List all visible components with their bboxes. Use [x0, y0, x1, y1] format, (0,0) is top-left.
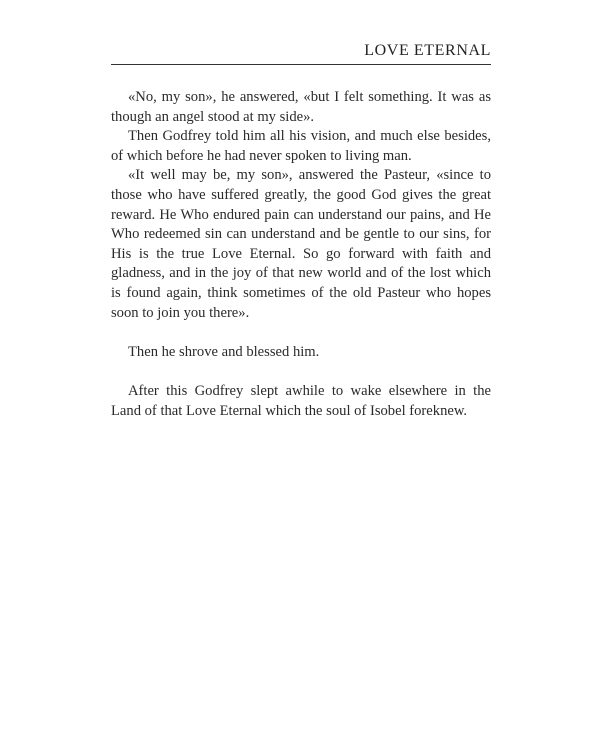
paragraph: «No, my son», he answered, «but I felt something. It was as though an angel stood at my side». [111, 89, 491, 125]
page-text [111, 88, 491, 421]
paragraph: Then he shrove and blessed him. [128, 343, 320, 360]
running-title: LOVE ETERNAL [364, 42, 491, 59]
paragraph: Then Godfrey told him all his vision, and much else besides, of which before he had never spoken to living man. [111, 128, 491, 164]
paragraph: «It well may be, my son», answered the Pasteur, «since to those who have suffered greatly, the good God gives the great reward. He Who endured pain can understand our pains, and He Who redeemed sin can understand and be gentle to our sins, for His is the true Love Eternal. So go forward with faith and gladness, and in the joy of that new world and of the lost which is found again, think sometimes of the old Pasteur who hopes soon to join you there». [111, 167, 491, 321]
running-header [111, 38, 491, 65]
paragraph: After this Godfrey slept awhile to wake elsewhere in the Land of that Love Eternal which the soul of Isobel foreknew. [111, 382, 491, 419]
